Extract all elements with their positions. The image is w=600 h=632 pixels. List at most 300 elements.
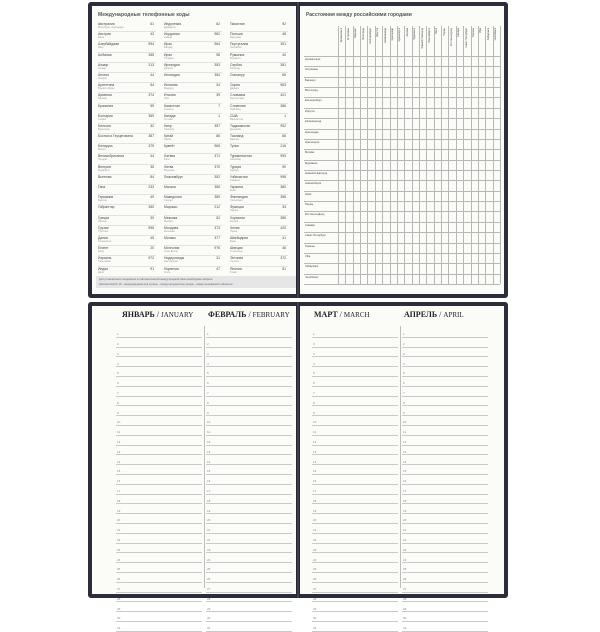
day-line[interactable] (206, 534, 292, 544)
country-code: 356 (214, 185, 220, 189)
row-city-label: Санкт-Петербург (305, 234, 327, 238)
day-line[interactable] (116, 544, 202, 554)
month-en: JANUARY (161, 311, 194, 319)
country-name: Молдова (164, 225, 179, 230)
country-name: Португалия (230, 42, 249, 47)
day-line[interactable] (206, 593, 292, 603)
day-number: 17 (313, 489, 317, 494)
day-number: 5 (117, 371, 119, 376)
day-number: 14 (207, 459, 211, 464)
city-name: Хельсинки (230, 199, 243, 203)
day-number: 1 (117, 332, 119, 337)
city-name: Вильнюс (164, 168, 175, 172)
day-number: 24 (117, 557, 121, 562)
day-number: 24 (207, 557, 211, 562)
day-number: 17 (117, 489, 121, 494)
planner-left-page (92, 306, 296, 631)
phone-code-entry (98, 22, 156, 32)
day-line[interactable] (116, 602, 202, 612)
day-number: 16 (207, 479, 211, 484)
day-number: 31 (403, 626, 407, 631)
day-line[interactable] (312, 455, 398, 465)
day-number: 5 (207, 371, 209, 376)
day-line[interactable] (116, 338, 202, 348)
day-line[interactable] (402, 553, 488, 563)
country-name: Армения (98, 93, 112, 98)
day-line[interactable] (402, 357, 488, 367)
day-line[interactable] (116, 387, 202, 397)
day-line[interactable] (402, 338, 488, 348)
day-line[interactable] (116, 622, 202, 632)
day-line[interactable] (206, 544, 292, 554)
day-line[interactable] (206, 416, 292, 426)
day-line[interactable] (206, 475, 292, 485)
day-line[interactable] (206, 446, 292, 456)
day-line[interactable] (206, 436, 292, 446)
day-line[interactable] (206, 514, 292, 524)
day-line[interactable] (116, 328, 202, 338)
day-line[interactable] (116, 455, 202, 465)
country-code: 353 (214, 62, 220, 67)
day-number: 2 (207, 342, 209, 347)
month-heading-january: ЯНВАРЬ / JANUARY (122, 310, 194, 319)
day-line[interactable] (312, 514, 398, 524)
country-name: Тунис (230, 144, 240, 149)
country-code: 52 (216, 215, 220, 220)
country-code: 386 (280, 103, 286, 108)
day-line[interactable] (312, 563, 398, 573)
day-number: 26 (313, 577, 317, 582)
phone-code-entry (164, 22, 222, 32)
day-number: 2 (117, 342, 119, 347)
phone-code-entry (230, 42, 288, 52)
day-number: 27 (207, 587, 211, 592)
day-number: 17 (403, 489, 407, 494)
day-line[interactable] (312, 583, 398, 593)
day-line[interactable] (206, 338, 292, 348)
day-line[interactable] (402, 455, 488, 465)
day-number: 8 (207, 400, 209, 405)
day-line[interactable] (116, 446, 202, 456)
day-number: 22 (403, 538, 407, 543)
day-number: 6 (207, 381, 209, 386)
country-code: 40 (282, 52, 286, 57)
day-line[interactable] (402, 612, 488, 622)
day-line[interactable] (116, 367, 202, 377)
city-name: Амстердам (164, 260, 178, 264)
day-line[interactable] (116, 485, 202, 495)
day-line[interactable] (402, 406, 488, 416)
country-code: 352 (214, 174, 220, 179)
day-line[interactable] (402, 593, 488, 603)
day-line[interactable] (402, 436, 488, 446)
day-line[interactable] (312, 406, 398, 416)
country-name: Нидерланды (164, 256, 185, 261)
phone-code-entry (230, 93, 288, 103)
day-line[interactable] (312, 534, 398, 544)
country-code: 84 (150, 174, 154, 179)
city-name: Минск (98, 148, 106, 152)
city-name: Афины (98, 219, 107, 223)
city-name: Вена (98, 36, 105, 40)
month-heading-february: ФЕВРАЛЬ / FEBRUARY (208, 310, 290, 319)
day-line[interactable] (206, 367, 292, 377)
day-number: 7 (403, 391, 405, 396)
country-name: Испания (164, 83, 178, 88)
country-name: Беларусь (98, 144, 113, 149)
phone-code-entry (230, 144, 288, 154)
day-line[interactable] (116, 583, 202, 593)
day-number: 24 (403, 557, 407, 562)
phone-code-entry (98, 114, 156, 124)
day-line[interactable] (402, 583, 488, 593)
country-code: 46 (282, 246, 286, 251)
country-code: 86 (216, 134, 220, 139)
country-code: 61 (150, 22, 154, 26)
day-number: 26 (403, 577, 407, 582)
country-code: 81 (282, 266, 286, 271)
day-number: 27 (403, 587, 407, 592)
country-name: Иран (164, 52, 173, 57)
city-name: Братислава (230, 97, 245, 101)
day-line[interactable] (402, 504, 488, 514)
grid-line (367, 26, 368, 284)
day-line[interactable] (402, 514, 488, 524)
phone-code-entry (164, 226, 222, 236)
day-line[interactable] (402, 465, 488, 475)
country-name: Греция (98, 215, 110, 220)
country-name: Италия (164, 93, 176, 98)
day-line[interactable] (206, 485, 292, 495)
day-number: 14 (403, 459, 407, 464)
country-code: 377 (214, 235, 220, 240)
day-number: 16 (403, 479, 407, 484)
city-name: Тель-Авив (98, 260, 111, 264)
day-line[interactable] (402, 348, 488, 358)
day-line[interactable] (312, 544, 398, 554)
day-line[interactable] (402, 397, 488, 407)
day-number: 31 (313, 626, 317, 631)
city-name: Оттава (164, 117, 173, 121)
day-line[interactable] (312, 524, 398, 534)
month-ru: ФЕВРАЛЬ (208, 310, 247, 319)
day-line[interactable] (206, 583, 292, 593)
day-number: 28 (117, 596, 121, 601)
day-line[interactable] (206, 524, 292, 534)
country-code: 998 (280, 174, 286, 179)
country-name: Сербия (230, 62, 242, 67)
country-code: 381 (280, 62, 286, 67)
day-number: 10 (117, 420, 121, 425)
day-number: 27 (117, 587, 121, 592)
day-line[interactable] (402, 524, 488, 534)
grid-line (353, 26, 354, 284)
day-line[interactable] (206, 602, 292, 612)
day-line[interactable] (312, 338, 398, 348)
day-line[interactable] (116, 612, 202, 622)
month-en: MARCH (343, 311, 370, 319)
phone-code-entry (230, 246, 288, 256)
day-line[interactable] (206, 495, 292, 505)
day-line[interactable] (206, 406, 292, 416)
day-number: 12 (403, 440, 407, 445)
country-code: 49 (150, 195, 154, 200)
day-line[interactable] (312, 485, 398, 495)
day-line[interactable] (206, 573, 292, 583)
country-name: Бразилия (98, 103, 114, 108)
country-code: 44 (150, 154, 154, 159)
day-line[interactable] (312, 397, 398, 407)
day-line[interactable] (116, 475, 202, 485)
grid-line (304, 284, 500, 285)
country-code: 43 (150, 32, 154, 37)
row-city-label: Нижний Новгород (305, 172, 328, 175)
phone-code-entry (230, 165, 288, 175)
day-line[interactable] (312, 504, 398, 514)
phone-code-entry (98, 63, 156, 73)
day-number: 9 (117, 410, 119, 415)
day-line[interactable] (402, 387, 488, 397)
city-name: Будапешт (98, 168, 110, 172)
day-line[interactable] (312, 573, 398, 583)
day-line[interactable] (312, 446, 398, 456)
day-line[interactable] (402, 573, 488, 583)
column-city-label: Омск (435, 28, 439, 35)
day-line[interactable] (402, 622, 488, 632)
day-line[interactable] (402, 485, 488, 495)
country-name: Кувейт (164, 144, 175, 149)
day-line[interactable] (116, 406, 202, 416)
phone-code-entry (164, 246, 222, 256)
month-column (312, 328, 398, 632)
day-line[interactable] (116, 348, 202, 358)
day-line[interactable] (116, 593, 202, 603)
day-number: 23 (313, 547, 317, 552)
phone-code-entry (98, 185, 156, 195)
country-code: 44 (150, 72, 154, 77)
day-line[interactable] (312, 622, 398, 632)
phone-code-entry (98, 93, 156, 103)
day-line[interactable] (402, 534, 488, 544)
month-en: APRIL (443, 311, 464, 319)
grid-line (485, 26, 486, 284)
city-name: Лиссабон (230, 46, 242, 50)
grid-line (419, 26, 420, 284)
city-name: Киев (230, 189, 236, 192)
day-line[interactable] (312, 436, 398, 446)
day-line[interactable] (116, 524, 202, 534)
day-line[interactable] (206, 397, 292, 407)
day-line[interactable] (402, 495, 488, 505)
open-book-reference (88, 2, 508, 298)
day-number: 31 (207, 626, 211, 631)
city-name: Пекин (164, 138, 172, 142)
grid-line (412, 26, 413, 284)
column-city-label: Уфа (479, 28, 483, 34)
phone-code-entry (98, 165, 156, 175)
day-number: 4 (313, 361, 315, 366)
day-number: 11 (207, 430, 211, 435)
column-city-label: Красноярск (398, 28, 402, 42)
day-number: 6 (117, 381, 119, 386)
city-name: Мадрид (164, 87, 174, 91)
country-code: 92 (282, 22, 286, 26)
grid-line (397, 26, 398, 284)
country-code: 387 (148, 134, 154, 139)
day-line[interactable] (402, 446, 488, 456)
day-line[interactable] (312, 367, 398, 377)
country-name: Македония (164, 195, 182, 200)
day-number: 20 (313, 518, 317, 523)
day-line[interactable] (312, 426, 398, 436)
day-number: 26 (207, 577, 211, 582)
day-line[interactable] (116, 573, 202, 583)
country-code: 33 (282, 205, 286, 210)
country-code: 98 (216, 52, 220, 57)
grid-line (441, 26, 442, 284)
day-line[interactable] (116, 416, 202, 426)
day-line[interactable] (206, 465, 292, 475)
month-ru: ЯНВАРЬ (122, 310, 155, 319)
day-line[interactable] (116, 495, 202, 505)
day-line[interactable] (116, 426, 202, 436)
day-line[interactable] (312, 475, 398, 485)
country-name: Ирак (164, 42, 172, 47)
day-line[interactable] (116, 534, 202, 544)
distances-title: Расстояния между российскими городами (306, 12, 412, 18)
phone-code-entry (230, 73, 288, 83)
phone-code-entry (164, 134, 222, 144)
phone-code-entry (230, 195, 288, 205)
day-number: 30 (117, 616, 121, 621)
country-code: 350 (148, 205, 154, 210)
phone-code-entry (98, 134, 156, 144)
month-en: FEBRUARY (252, 311, 290, 319)
day-line[interactable] (312, 593, 398, 603)
day-line[interactable] (402, 416, 488, 426)
country-code: 39 (216, 93, 220, 98)
day-number: 9 (207, 410, 209, 415)
day-line[interactable] (206, 357, 292, 367)
phone-code-entry (164, 53, 222, 63)
day-number: 15 (313, 469, 317, 474)
day-line[interactable] (206, 328, 292, 338)
row-city-label: Мурманск (305, 161, 318, 165)
row-city-label: Самара (305, 223, 315, 227)
phone-code-entry (230, 32, 288, 42)
day-number: 21 (403, 528, 407, 533)
country-name: Словения (230, 103, 246, 108)
day-line[interactable] (206, 553, 292, 563)
phone-codes-column (164, 22, 222, 277)
day-line[interactable] (206, 612, 292, 622)
day-number: 7 (313, 391, 315, 396)
day-line[interactable] (312, 377, 398, 387)
grid-line (304, 243, 500, 244)
country-code: 66 (282, 134, 286, 139)
day-line[interactable] (312, 602, 398, 612)
month-heading-april: АПРЕЛЬ / APRIL (404, 310, 464, 319)
day-number: 30 (403, 616, 407, 621)
country-code: 359 (148, 113, 154, 118)
phone-code-entry (98, 32, 156, 42)
country-code: 389 (214, 195, 220, 200)
country-code: 36 (150, 164, 154, 169)
day-line[interactable] (116, 504, 202, 514)
day-line[interactable] (206, 377, 292, 387)
day-line[interactable] (206, 504, 292, 514)
city-name: Дамаск (230, 87, 239, 91)
day-number: 5 (313, 371, 315, 376)
country-code: 7 (218, 103, 220, 108)
grid-line (304, 274, 500, 275)
day-line[interactable] (116, 465, 202, 475)
day-line[interactable] (312, 357, 398, 367)
day-line[interactable] (312, 387, 398, 397)
day-line[interactable] (312, 465, 398, 475)
day-line[interactable] (402, 426, 488, 436)
day-number: 14 (117, 459, 121, 464)
country-name: Болгария (98, 113, 113, 118)
day-number: 19 (403, 508, 407, 513)
day-line[interactable] (206, 387, 292, 397)
day-line[interactable] (206, 622, 292, 632)
country-name: Люксембург (164, 174, 183, 179)
day-line[interactable] (116, 357, 202, 367)
phone-code-entry (98, 42, 156, 52)
day-line[interactable] (312, 495, 398, 505)
row-city-label: Архангельск (305, 58, 321, 61)
day-line[interactable] (206, 348, 292, 358)
city-name: Мехико (164, 219, 173, 223)
day-line[interactable] (116, 514, 202, 524)
city-name: Вашингтон (230, 117, 244, 121)
day-line[interactable] (116, 563, 202, 573)
city-name: Джакарта (164, 26, 176, 29)
country-code: 91 (150, 266, 154, 271)
day-line[interactable] (312, 553, 398, 563)
day-line[interactable] (116, 397, 202, 407)
day-line[interactable] (312, 612, 398, 622)
day-line[interactable] (402, 475, 488, 485)
day-line[interactable] (206, 455, 292, 465)
day-line[interactable] (312, 348, 398, 358)
day-line[interactable] (402, 602, 488, 612)
day-line[interactable] (402, 367, 488, 377)
day-line[interactable] (116, 553, 202, 563)
day-line[interactable] (312, 328, 398, 338)
day-line[interactable] (402, 377, 488, 387)
day-line[interactable] (116, 436, 202, 446)
city-name: Брюссель (98, 127, 110, 131)
day-line[interactable] (402, 544, 488, 554)
day-line[interactable] (206, 563, 292, 573)
open-book-planner (88, 302, 508, 631)
day-number: 1 (403, 332, 405, 337)
day-line[interactable] (206, 426, 292, 436)
country-name: Дания (98, 235, 108, 240)
country-code: 994 (148, 42, 154, 47)
day-number: 4 (207, 361, 209, 366)
day-line[interactable] (116, 377, 202, 387)
country-code: 32 (150, 123, 154, 128)
day-line[interactable] (402, 328, 488, 338)
day-number: 18 (207, 498, 211, 503)
country-code: 370 (214, 164, 220, 169)
day-line[interactable] (312, 416, 398, 426)
grid-line (448, 26, 449, 284)
day-line[interactable] (402, 563, 488, 573)
